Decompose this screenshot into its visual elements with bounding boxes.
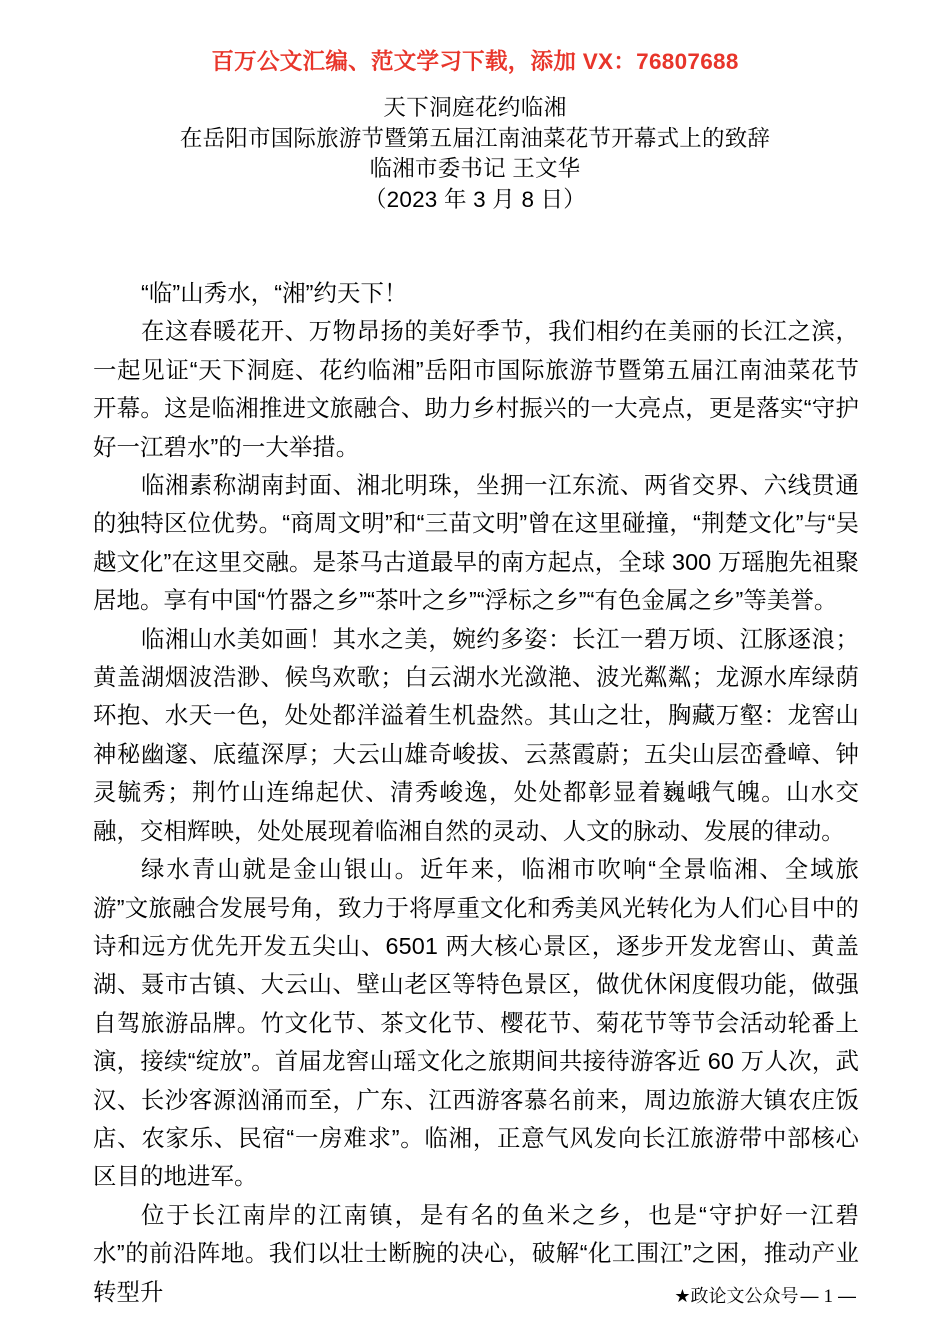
star-icon: ★ [674, 1286, 691, 1306]
paragraph-3: 临湘素称湖南封面、湘北明珠，坐拥一江东流、两省交界、六线贯通的独特区位优势。“商周文明”和“三苗文明”曾在这里碰撞，“荆楚文化”与“吴越文化”在这里交融。是茶马古道最早的南方起点，全球 300 万瑶胞先祖聚居地。享有中国“竹器之乡”“茶叶之乡”“浮标之乡”“有色金属之乡”等美誉。 [93, 472, 859, 614]
paragraph-4: 临湘山水美如画！其水之美，婉约多姿：长江一碧万顷、江豚逐浪；黄盖湖烟波浩渺、候鸟欢歌；白云湖水光潋滟、波光粼粼；龙源水库绿荫环抱、水天一色，处处都洋溢着生机盎然。其山之壮，胸藏万壑：龙窖山神秘幽邃、底蕴深厚；大云山雄奇峻拔、云蒸霞蔚；五尖山层峦叠嶂、钟灵毓秀；荆竹山连绵起伏、清秀峻逸，处处都彰显着巍峨气魄。山水交融，交相辉映，处处展现着临湘自然的灵动、人文的脉动、发展的律动。 [93, 625, 859, 844]
footer-dash-right: — [838, 1286, 856, 1306]
paragraph-6: 位于长江南岸的江南镇，是有名的鱼米之乡，也是“守护好一江碧水”的前沿阵地。我们以壮士断腕的决心，破解“化工围江”之困，推动产业转型升 [93, 1201, 859, 1305]
page-number: 1 [823, 1286, 833, 1307]
footer-watermark: 政论文公众号 [690, 1286, 799, 1306]
document-date-line: （2023 年 3 月 8 日） [363, 186, 587, 212]
advertisement-banner: 百万公文汇编、范文学习下载，添加 VX：76807688 [211, 49, 739, 74]
document-title-line-2: 在岳阳市国际旅游节暨第五届江南油菜花节开幕式上的致辞 [179, 125, 771, 151]
page-footer [0, 1282, 950, 1308]
paragraph-2: 在这春暖花开、万物昂扬的美好季节，我们相约在美丽的长江之滨，一起见证“天下洞庭、花约临湘”岳阳市国际旅游节暨第五届江南油菜花节开幕。这是临湘推进文旅融合、助力乡村振兴的一大亮点，更是落实“守护好一江碧水”的一大举措。 [93, 318, 859, 460]
document-body [93, 274, 859, 1311]
footer-dash-left: — [800, 1286, 819, 1306]
title-block [0, 93, 950, 215]
paragraph-1: “临”山秀水，“湘”约天下！ [141, 280, 408, 306]
document-title-line-1: 天下洞庭花约临湘 [383, 95, 567, 120]
paragraph-5: 绿水青山就是金山银山。近年来，临湘市吹响“全景临湘、全域旅游”文旅融合发展号角，致力于将厚重文化和秀美风光转化为人们心目中的诗和远方优先开发五尖山、6501 两大核心景区，逐步开发龙窖山、黄盖湖、聂市古镇、大云山、壁山老区等特色景区，做优休闲度假功能，做强自驾旅游品牌。竹文化节、茶文化节、樱花节、菊花节等节会活动轮番上演，接续“绽放”。首届龙窖山瑶文化之旅期间共接待游客近 60 万人次，武汉、长沙客源汹涌而至，广东、江西游客慕名前来，周边旅游大镇农庄饭店、农家乐、民宿“一房难求”。临湘，正意气风发向长江旅游带中部核心区目的地进军。 [93, 856, 859, 1190]
document-author-line: 临湘市委书记 王文华 [369, 156, 581, 181]
